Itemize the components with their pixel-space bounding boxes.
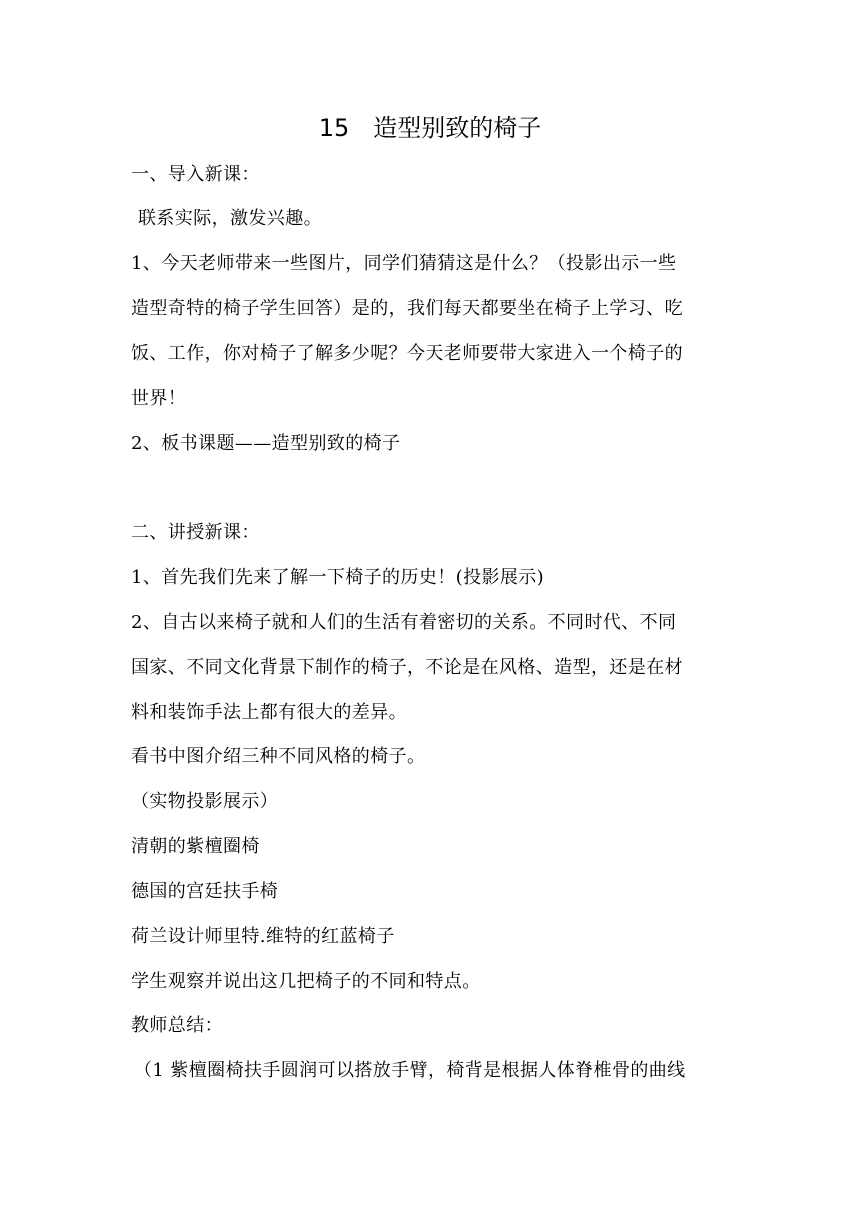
paragraph-line: 世界！ [131, 388, 187, 409]
document-title: 15 造型别致的椅子 [318, 114, 542, 142]
paragraph-line: 教师总结： [131, 1015, 223, 1036]
paragraph-line: 2、自古以来椅子就和人们的生活有着密切的关系。不同时代、不同 [131, 612, 677, 633]
section-heading-new-lesson: 二、讲授新课： [131, 522, 260, 543]
paragraph-line: 料和装饰手法上都有很大的差异。 [131, 702, 407, 723]
paragraph-line: 1、今天老师带来一些图片，同学们猜猜这是什么？（投影出示一些 [131, 253, 677, 274]
paragraph-line: 联系实际，激发兴趣。 [138, 208, 322, 229]
paragraph-line: 1、首先我们先来了解一下椅子的历史！(投影展示) [131, 567, 545, 588]
paragraph-line: 饭、工作，你对椅子了解多少呢？今天老师要带大家进入一个椅子的 [131, 343, 683, 364]
section-heading-intro: 一、导入新课： [131, 164, 260, 185]
paragraph-line: 国家、不同文化背景下制作的椅子，不论是在风格、造型，还是在材 [131, 657, 683, 678]
paragraph-line: 荷兰设计师里特.维特的红蓝椅子 [131, 926, 395, 947]
paragraph-line: 2、板书课题——造型别致的椅子 [131, 433, 401, 454]
paragraph-line: （1 紫檀圈椅扶手圆润可以搭放手臂，椅背是根据人体脊椎骨的曲线 [134, 1060, 686, 1081]
paragraph-line: 学生观察并说出这几把椅子的不同和特点。 [131, 971, 481, 992]
paragraph-line: （实物投影展示） [131, 791, 279, 812]
paragraph-line: 看书中图介绍三种不同风格的椅子。 [131, 746, 426, 767]
paragraph-line: 清朝的紫檀圈椅 [131, 836, 260, 857]
paragraph-line: 造型奇特的椅子学生回答）是的，我们每天都要坐在椅子上学习、吃 [131, 298, 683, 319]
paragraph-line: 德国的宫廷扶手椅 [131, 881, 279, 902]
